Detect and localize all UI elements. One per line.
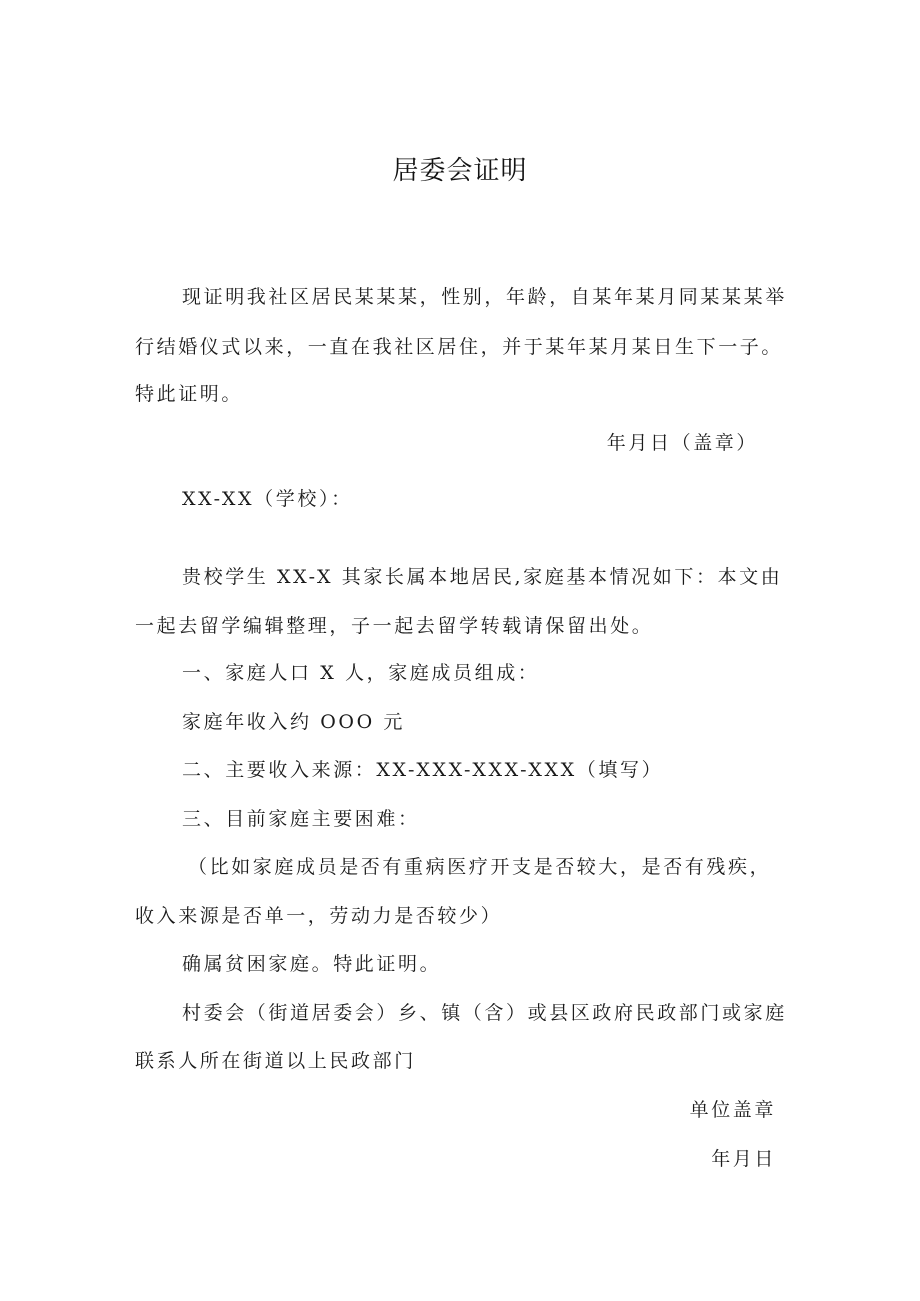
item-3-difficulties: 三、目前家庭主要困难： [182,808,420,830]
item-2-income-source: 二、主要收入来源：XX-XXX-XXX-XXX（填写） [182,759,664,781]
paragraph-1-line-3: 特此证明。 [135,383,244,405]
household-income: 家庭年收入约 OOO 元 [182,711,406,733]
signature-date: 年月日 [711,1148,776,1170]
authority-line-2: 联系人所在街道以上民政部门 [135,1050,416,1072]
paragraph-2-line-2: 一起去留学编辑整理，子一起去留学转载请保留出处。 [135,615,654,637]
item-1-household: 一、家庭人口 X 人，家庭成员组成： [182,662,540,684]
authority-line-1: 村委会（街道居委会）乡、镇（含）或县区政府民政部门或家庭 [182,1002,787,1024]
salutation: XX-XX（学校）： [182,488,353,510]
paragraph-2-line-1: 贵校学生 XX-X 其家长属本地居民,家庭基本情况如下：本文由 [182,566,783,588]
paragraph-1-line-1: 现证明我社区居民某某某，性别，年龄，自某年某月同某某某举 [182,286,787,308]
confirm-statement: 确属贫困家庭。特此证明。 [182,953,442,975]
unit-seal-label: 单位盖章 [689,1099,776,1121]
document-title: 居委会证明 [392,156,528,186]
note-line-2: 收入来源是否单一，劳动力是否较少） [135,905,503,927]
paragraph-1-line-2: 行结婚仪式以来，一直在我社区居住，并于某年某月某日生下一子。 [135,336,784,358]
date-seal-line: 年月日（盖章） [606,432,758,454]
note-line-1: （比如家庭成员是否有重病医疗开支是否较大，是否有残疾， [188,856,772,878]
